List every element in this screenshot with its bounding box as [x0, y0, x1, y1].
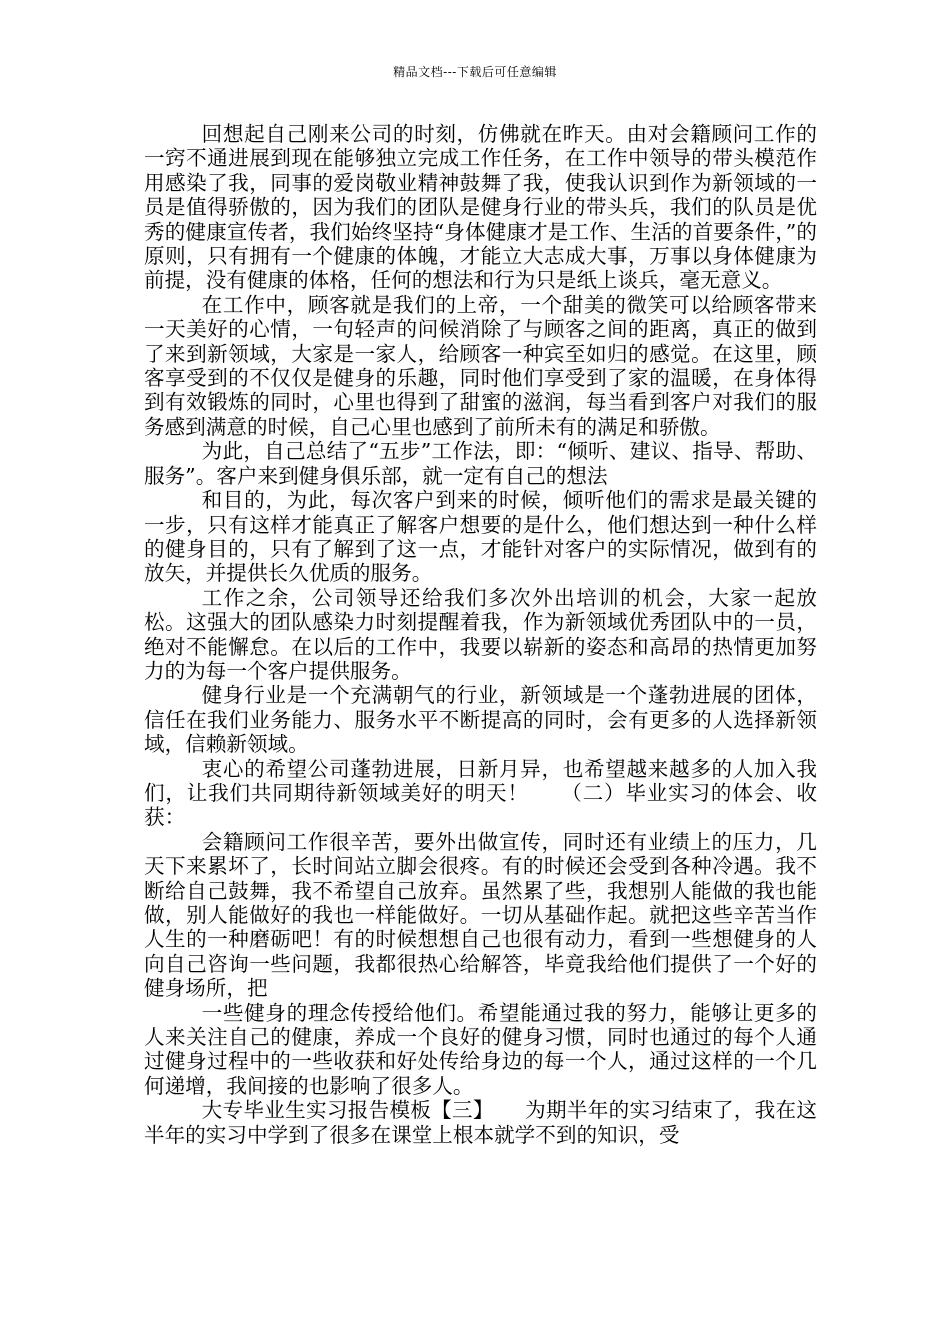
paragraph-6: 健身行业是一个充满朝气的行业，新领域是一个蓬勃进展的团体，信任在我们业务能力、服务水平不断提高的同时，会有更多的人选择新领域，信赖新领域。 — [144, 683, 817, 757]
paragraph-4: 和目的，为此，每次客户到来的时候，倾听他们的需求是最关键的一步，只有这样才能真正了解客户想要的是什么，他们想达到一种什么样的健身目的，只有了解到了这一点，才能针对客户的实际情况，做到有的放矢，并提供长久优质的服务。 — [144, 488, 817, 586]
paragraph-2: 在工作中，顾客就是我们的上帝，一个甜美的微笑可以给顾客带来一天美好的心情，一句轻声的问候消除了与顾客之间的距离，真正的做到了来到新领域，大家是一家人，给顾客一种宾至如归的感觉。在这里，顾客享受到的不仅仅是健身的乐趣，同时他们享受到了家的温暖，在身体得到有效锻炼的同时，心里也得到了甜蜜的滋润，每当看到客户对我们的服务感到满意的时候，自己心里也感到了前所未有的满足和骄傲。 — [144, 292, 817, 439]
paragraph-3: 为此，自己总结了“五步”工作法，即：“倾听、建议、指导、帮助、服务”。客户来到健身俱乐部，就一定有自己的想法 — [144, 439, 817, 488]
paragraph-10: 大专毕业生实习报告模板【三】 为期半年的实习结束了，我在这半年的实习中学到了很多在课堂上根本就学不到的知识，受 — [144, 1098, 817, 1147]
paragraph-1: 回想起自己刚来公司的时刻，仿佛就在昨天。由对会籍顾问工作的一窍不通进展到现在能够独立完成工作任务，在工作中领导的带头模范作用感染了我，同事的爱岗敬业精神鼓舞了我，使我认识到作为新领域的一员是值得骄傲的，因为我们的团队是健身行业的带头兵，我们的队员是优秀的健康宣传者，我们始终坚持“身体健康才是工作、生活的首要条件，”的原则，只有拥有一个健康的体魄，才能立大志成大事，万事以身体健康为前提，没有健康的体格，任何的想法和行为只是纸上谈兵，毫无意义。 — [144, 122, 817, 293]
paragraph-7: 衷心的希望公司蓬勃进展，日新月异，也希望越来越多的人加入我们，让我们共同期待新领域美好的明天！ （二）毕业实习的体会、收获： — [144, 756, 817, 830]
page-header: 精品文档---下载后可任意编辑 — [393, 65, 557, 79]
paragraph-8: 会籍顾问工作很辛苦，要外出做宣传，同时还有业绩上的压力，几天下来累坏了，长时间站立脚会很疼。有的时候还会受到各种冷遇。我不断给自己鼓舞，我不希望自己放弃。虽然累了些，我想别人能做的我也能做，别人能做好的我也一样能做好。一切从基础作起。就把这些辛苦当作人生的一种磨砺吧！有的时候想想自己也很有动力，看到一些想健身的人向自己咨询一些问题，我都很热心给解答，毕竟我给他们提供了一个好的健身场所，把 — [144, 829, 817, 1001]
paragraph-5: 工作之余，公司领导还给我们多次外出培训的机会，大家一起放松。这强大的团队感染力时刻提醒着我，作为新领域优秀团队中的一员，绝对不能懈怠。在以后的工作中，我要以崭新的姿态和高昂的热情更加努力的为每一个客户提供服务。 — [144, 585, 817, 683]
document-body — [144, 122, 817, 1147]
paragraph-9: 一些健身的理念传授给他们。希望能通过我的努力，能够让更多的人来关注自己的健康，养成一个良好的健身习惯，同时也通过的每个人通过健身过程中的一些收获和好处传给身边的每一个人，通过这样的一个几何递增，我间接的也影响了很多人。 — [144, 1000, 817, 1098]
